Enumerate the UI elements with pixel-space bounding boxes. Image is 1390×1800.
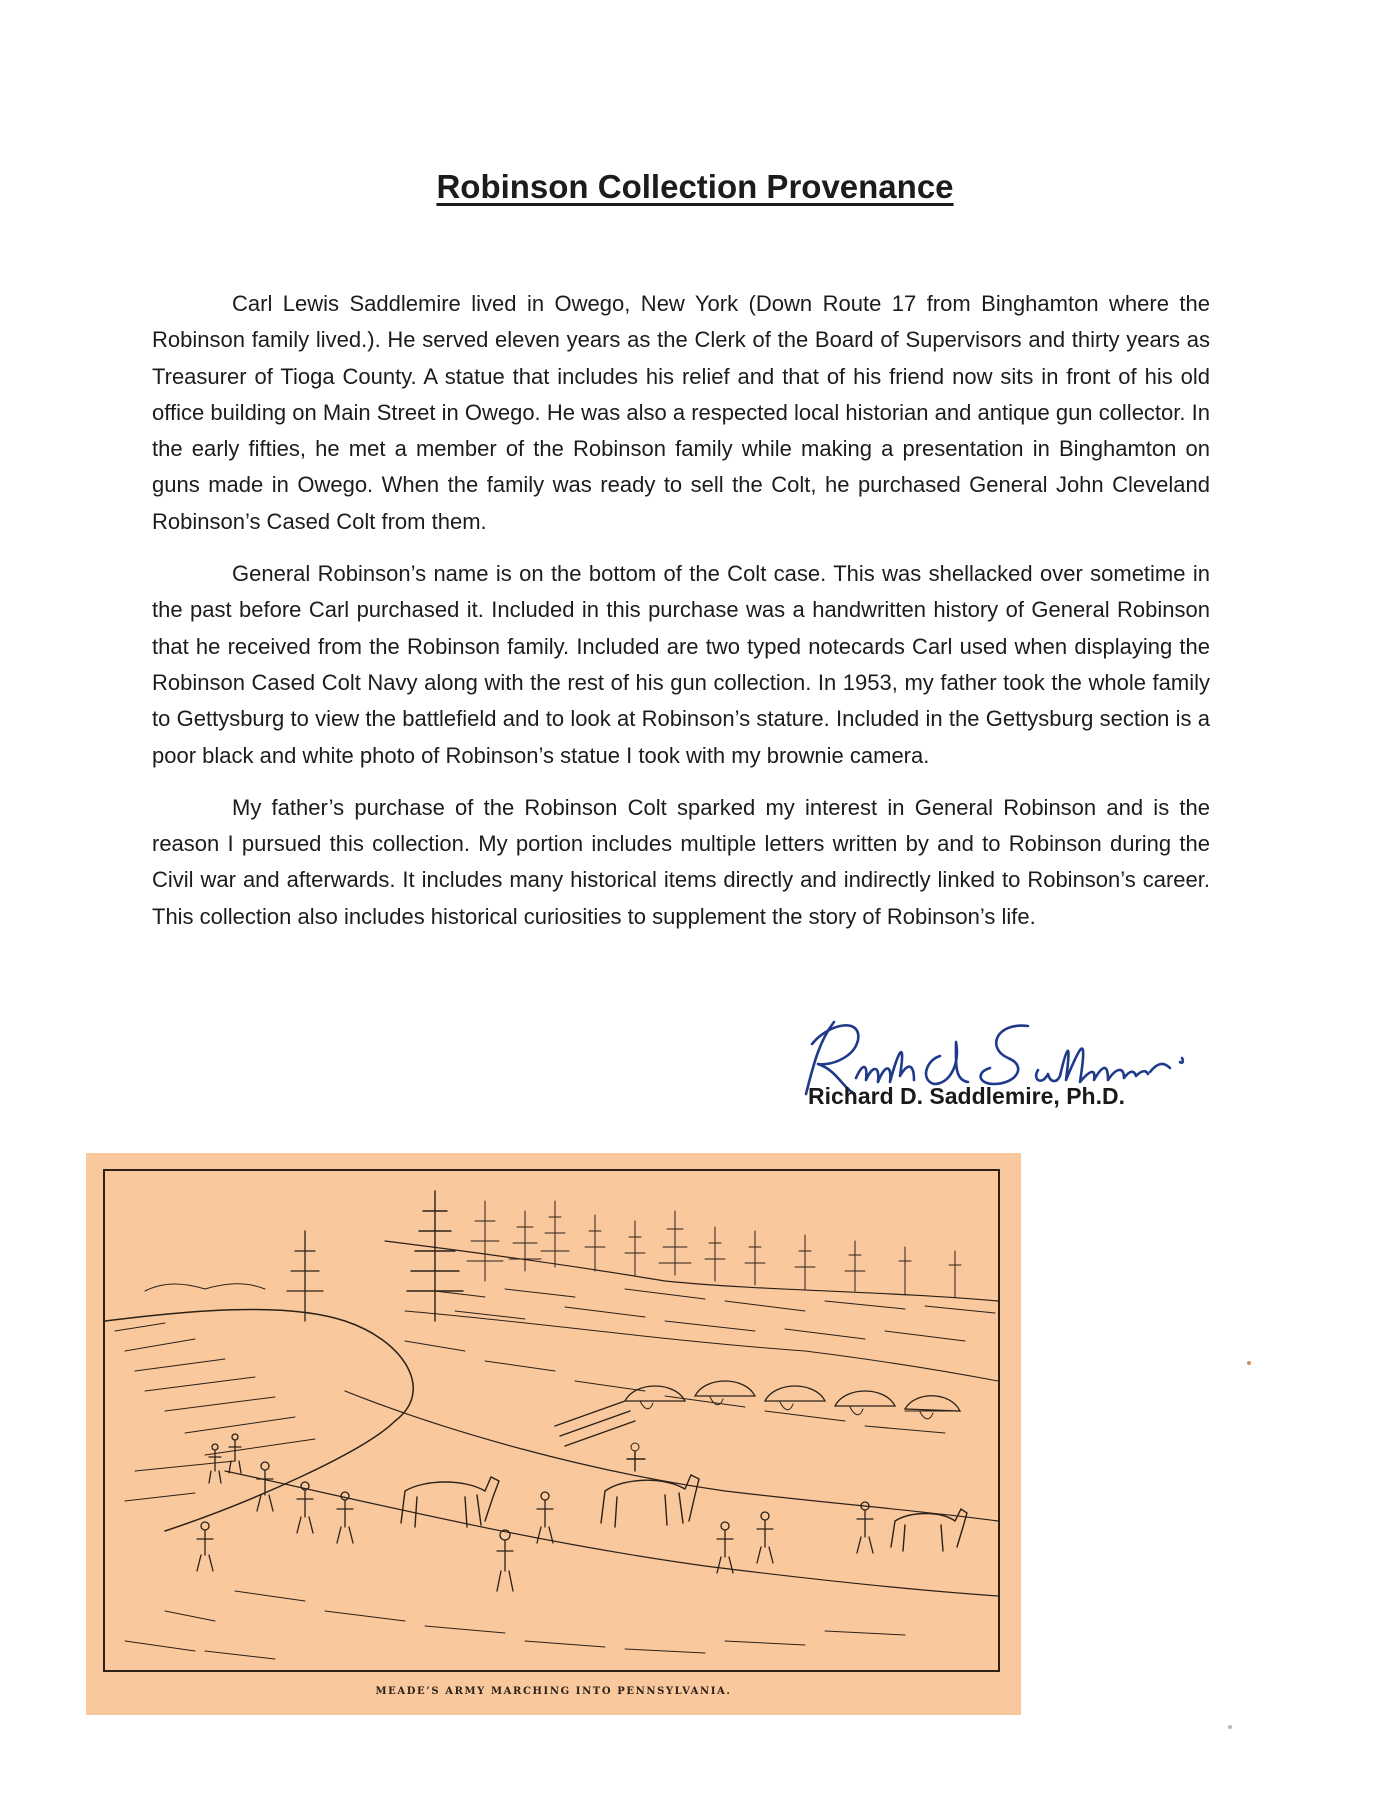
paragraph-colt-case: General Robinson’s name is on the bottom of the Colt case. This was shellacked over sometime in the past before Carl purchased it. Included in this purchase was a handwritten history of General Robinson that he received from the Robinson family. Included are two typed notecards Carl used when displaying the Robinson Cased Colt Navy along with the rest of his gun collection. In 1953, my father took the whole family to Gettysburg to view the battlefield and to look at Robinson’s stature. Included in the Gettysburg section is a poor black and white photo of Robinson’s statue I took with my brownie camera. (152, 561, 1210, 768)
engraving-frame (103, 1169, 1000, 1672)
paragraph-carl-saddlemire: Carl Lewis Saddlemire lived in Owego, New York (Down Route 17 from Binghamton where the Robinson family lived.). He served eleven years as the Clerk of the Board of Supervisors and thirty years as Treasurer of Tioga County. A statue that includes his relief and that of his friend now sits in front of his old office building on Main Street in Owego. He was also a respected local historian and antique gun collector. In the early fifties, he met a member of the Robinson family while making a presentation in Binghamton on guns made in Owego. When the family was ready to sell the Colt, he purchased General John Cleveland Robinson’s Cased Colt from them. (152, 291, 1210, 534)
paragraph-collection-interest: My father’s purchase of the Robinson Colt sparked my interest in General Robinson and is the reason I pursued this collection. My portion includes multiple letters written by and to Robinson during the Civil war and afterwards. It includes many historical items directly and indirectly linked to Robinson’s career. This collection also includes historical curiosities to supplement the story of Robinson’s life. (152, 794, 1210, 929)
meades-army-engraving (105, 1171, 998, 1670)
signer-name: Richard D. Saddlemire, Ph.D. (808, 1083, 1125, 1109)
engraving-caption: MEADE’S ARMY MARCHING INTO PENNSYLVANIA. (375, 1686, 732, 1697)
page-title: Robinson Collection Provenance (436, 168, 954, 205)
body-text (152, 286, 1210, 951)
signature-block (790, 1000, 1290, 1120)
stray-mark (1247, 1361, 1251, 1365)
stray-mark (1228, 1725, 1232, 1729)
engraving-clipping (86, 1153, 1021, 1715)
